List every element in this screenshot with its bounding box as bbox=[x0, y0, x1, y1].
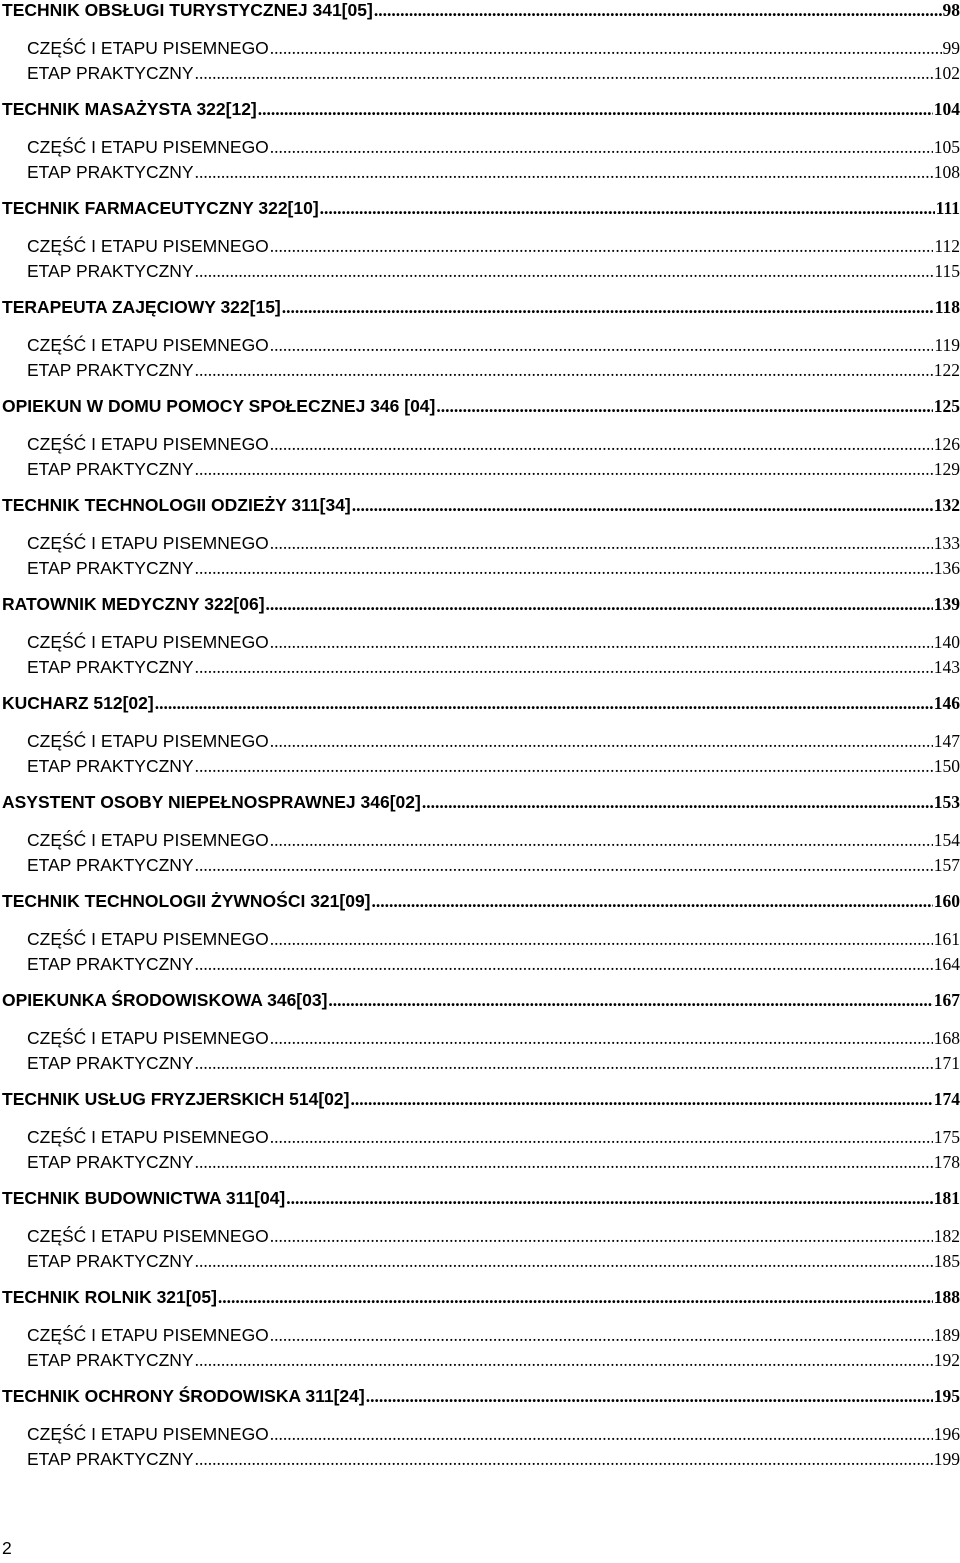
dot-leader bbox=[270, 830, 933, 851]
toc-subitem-page: 133 bbox=[933, 533, 960, 553]
toc-section-page: 132 bbox=[933, 495, 960, 515]
toc-section-title: TECHNIK TECHNOLOGII ODZIEŻY 311[34] bbox=[2, 495, 351, 515]
dot-leader bbox=[352, 495, 933, 516]
toc-subitem-page: 154 bbox=[933, 830, 960, 850]
toc-subitem-page: 119 bbox=[934, 335, 960, 355]
toc-subitem-page: 105 bbox=[933, 137, 960, 157]
dot-leader bbox=[266, 594, 933, 615]
toc-subitem[interactable] bbox=[2, 1127, 960, 1152]
toc-section-heading[interactable] bbox=[2, 1386, 960, 1410]
toc-subitem[interactable] bbox=[2, 162, 960, 187]
toc-subitem-page: 161 bbox=[933, 929, 960, 949]
dot-leader bbox=[282, 297, 934, 318]
toc-subitem[interactable] bbox=[2, 830, 960, 855]
toc-subitem-label: CZĘŚĆ I ETAPU PISEMNEGO bbox=[27, 929, 269, 949]
dot-leader bbox=[270, 1028, 933, 1049]
toc-subitem-label: CZĘŚĆ I ETAPU PISEMNEGO bbox=[27, 335, 269, 355]
toc-subitem[interactable] bbox=[2, 38, 960, 63]
toc-subitem[interactable] bbox=[2, 954, 960, 979]
toc-subitem-label: CZĘŚĆ I ETAPU PISEMNEGO bbox=[27, 830, 269, 850]
toc-subitem-page: 199 bbox=[933, 1449, 960, 1469]
toc-subitem-label: ETAP PRAKTYCZNY bbox=[27, 1350, 194, 1370]
toc-section-page: 139 bbox=[933, 594, 960, 614]
toc-subitems bbox=[2, 1127, 960, 1177]
toc-section-page: 146 bbox=[933, 693, 960, 713]
toc-subitem-label: CZĘŚĆ I ETAPU PISEMNEGO bbox=[27, 533, 269, 553]
dot-leader bbox=[270, 236, 934, 257]
toc-subitem[interactable] bbox=[2, 533, 960, 558]
toc-subitem-label: ETAP PRAKTYCZNY bbox=[27, 162, 194, 182]
toc-section-heading[interactable] bbox=[2, 99, 960, 123]
toc-subitems bbox=[2, 533, 960, 583]
toc-section-heading[interactable] bbox=[2, 693, 960, 717]
toc-subitem-page: 164 bbox=[933, 954, 960, 974]
toc-subitem-label: ETAP PRAKTYCZNY bbox=[27, 657, 194, 677]
toc-section-page: 118 bbox=[934, 297, 960, 317]
dot-leader bbox=[270, 1127, 933, 1148]
toc-subitems bbox=[2, 830, 960, 880]
toc-subitem-page: 192 bbox=[933, 1350, 960, 1370]
toc-section-page: 125 bbox=[933, 396, 960, 416]
toc-section-page: 160 bbox=[933, 891, 960, 911]
toc-subitem[interactable] bbox=[2, 756, 960, 781]
toc-subitems bbox=[2, 1424, 960, 1474]
toc-section bbox=[2, 99, 960, 187]
toc-subitem-label: CZĘŚĆ I ETAPU PISEMNEGO bbox=[27, 632, 269, 652]
toc-section bbox=[2, 1089, 960, 1177]
toc-subitem[interactable] bbox=[2, 1325, 960, 1350]
toc-subitem[interactable] bbox=[2, 236, 960, 261]
toc-section-title: OPIEKUN W DOMU POMOCY SPOŁECZNEJ 346 [04] bbox=[2, 396, 436, 416]
dot-leader bbox=[372, 891, 933, 912]
toc-section-title: TECHNIK BUDOWNICTWA 311[04] bbox=[2, 1188, 286, 1208]
toc-subitem-label: ETAP PRAKTYCZNY bbox=[27, 855, 194, 875]
toc-subitem-page: 115 bbox=[934, 261, 960, 281]
dot-leader bbox=[270, 929, 933, 950]
toc-section-page: 188 bbox=[933, 1287, 960, 1307]
toc-section bbox=[2, 891, 960, 979]
toc-section-title: TECHNIK OBSŁUGI TURYSTYCZNEJ 341[05] bbox=[2, 0, 373, 20]
toc-section-heading[interactable] bbox=[2, 495, 960, 519]
toc-subitem-label: ETAP PRAKTYCZNY bbox=[27, 1152, 194, 1172]
toc-subitem-page: 102 bbox=[933, 63, 960, 83]
toc-subitem[interactable] bbox=[2, 261, 960, 286]
toc-subitem-label: CZĘŚĆ I ETAPU PISEMNEGO bbox=[27, 1424, 269, 1444]
toc-section-heading[interactable] bbox=[2, 792, 960, 816]
toc-section-page: 195 bbox=[933, 1386, 960, 1406]
toc-section bbox=[2, 1188, 960, 1276]
toc-subitem-page: 185 bbox=[933, 1251, 960, 1271]
toc-section bbox=[2, 198, 960, 286]
toc-subitem-page: 140 bbox=[933, 632, 960, 652]
toc-subitems bbox=[2, 929, 960, 979]
toc-subitem-page: 175 bbox=[933, 1127, 960, 1147]
toc-section bbox=[2, 693, 960, 781]
toc-subitem-label: CZĘŚĆ I ETAPU PISEMNEGO bbox=[27, 236, 269, 256]
toc-section-heading[interactable] bbox=[2, 594, 960, 618]
toc-section-title: TECHNIK MASAŻYSTA 322[12] bbox=[2, 99, 257, 119]
toc-subitem-label: CZĘŚĆ I ETAPU PISEMNEGO bbox=[27, 1325, 269, 1345]
toc-section-page: 104 bbox=[933, 99, 960, 119]
toc-subitems bbox=[2, 1226, 960, 1276]
toc-subitem-label: CZĘŚĆ I ETAPU PISEMNEGO bbox=[27, 1226, 269, 1246]
dot-leader bbox=[350, 1089, 932, 1110]
toc-subitem[interactable] bbox=[2, 855, 960, 880]
toc-section-title: ASYSTENT OSOBY NIEPEŁNOSPRAWNEJ 346[02] bbox=[2, 792, 421, 812]
dot-leader bbox=[195, 162, 933, 183]
toc-subitems bbox=[2, 632, 960, 682]
dot-leader bbox=[195, 1350, 933, 1371]
toc-subitem-label: ETAP PRAKTYCZNY bbox=[27, 756, 194, 776]
toc-subitem-label: ETAP PRAKTYCZNY bbox=[27, 1449, 194, 1469]
dot-leader bbox=[258, 99, 933, 120]
toc-subitem-page: 171 bbox=[933, 1053, 960, 1073]
dot-leader bbox=[195, 63, 933, 84]
toc-section bbox=[2, 990, 960, 1078]
toc-subitem[interactable] bbox=[2, 731, 960, 756]
toc-subitem-label: CZĘŚĆ I ETAPU PISEMNEGO bbox=[27, 137, 269, 157]
toc-section-heading[interactable] bbox=[2, 198, 960, 222]
toc-section-title: RATOWNIK MEDYCZNY 322[06] bbox=[2, 594, 265, 614]
toc-section bbox=[2, 594, 960, 682]
dot-leader bbox=[286, 1188, 932, 1209]
toc-section-heading[interactable] bbox=[2, 0, 960, 24]
toc-subitem[interactable] bbox=[2, 1226, 960, 1251]
toc-subitem-page: 108 bbox=[933, 162, 960, 182]
dot-leader bbox=[422, 792, 933, 813]
toc-subitem[interactable] bbox=[2, 434, 960, 459]
toc-section-heading[interactable] bbox=[2, 297, 960, 321]
toc-subitem-page: 178 bbox=[933, 1152, 960, 1172]
dot-leader bbox=[366, 1386, 933, 1407]
toc-section-page: 174 bbox=[933, 1089, 960, 1109]
toc-subitem-page: 126 bbox=[933, 434, 960, 454]
toc-subitem[interactable] bbox=[2, 558, 960, 583]
dot-leader bbox=[270, 632, 933, 653]
dot-leader bbox=[436, 396, 932, 417]
toc-section-title: TECHNIK TECHNOLOGII ŻYWNOŚCI 321[09] bbox=[2, 891, 371, 911]
dot-leader bbox=[270, 731, 933, 752]
dot-leader bbox=[195, 360, 933, 381]
toc-subitem-label: ETAP PRAKTYCZNY bbox=[27, 360, 194, 380]
toc-subitem-page: 196 bbox=[933, 1424, 960, 1444]
toc-subitem-label: CZĘŚĆ I ETAPU PISEMNEGO bbox=[27, 434, 269, 454]
toc-subitem[interactable] bbox=[2, 929, 960, 954]
toc-section-heading[interactable] bbox=[2, 891, 960, 915]
toc-subitem-page: 147 bbox=[933, 731, 960, 751]
toc-subitem-label: ETAP PRAKTYCZNY bbox=[27, 261, 194, 281]
toc-subitem[interactable] bbox=[2, 1424, 960, 1449]
toc-section-page: 181 bbox=[933, 1188, 960, 1208]
dot-leader bbox=[270, 533, 933, 554]
dot-leader bbox=[195, 1449, 933, 1470]
toc-subitem-page: 129 bbox=[933, 459, 960, 479]
toc-subitem-label: ETAP PRAKTYCZNY bbox=[27, 63, 194, 83]
dot-leader bbox=[320, 198, 935, 219]
toc-section-title: OPIEKUNKA ŚRODOWISKOWA 346[03] bbox=[2, 990, 328, 1010]
toc-subitem-label: CZĘŚĆ I ETAPU PISEMNEGO bbox=[27, 1028, 269, 1048]
toc-subitem[interactable] bbox=[2, 657, 960, 682]
dot-leader bbox=[195, 1251, 933, 1272]
toc-subitem-page: 99 bbox=[942, 38, 960, 58]
toc-section-title: KUCHARZ 512[02] bbox=[2, 693, 154, 713]
toc-section-heading[interactable] bbox=[2, 990, 960, 1014]
toc-subitem[interactable] bbox=[2, 137, 960, 162]
toc-subitems bbox=[2, 1325, 960, 1375]
dot-leader bbox=[195, 1053, 933, 1074]
toc-subitem-label: ETAP PRAKTYCZNY bbox=[27, 1053, 194, 1073]
toc-section bbox=[2, 1287, 960, 1375]
toc-subitem-page: 136 bbox=[933, 558, 960, 578]
toc-subitem-label: ETAP PRAKTYCZNY bbox=[27, 954, 194, 974]
toc-subitem-page: 122 bbox=[933, 360, 960, 380]
toc-section-heading[interactable] bbox=[2, 396, 960, 420]
dot-leader bbox=[270, 1226, 933, 1247]
table-of-contents bbox=[2, 0, 960, 1474]
dot-leader bbox=[195, 459, 933, 480]
toc-section-title: TECHNIK ROLNIK 321[05] bbox=[2, 1287, 217, 1307]
dot-leader bbox=[270, 1325, 933, 1346]
toc-section-heading[interactable] bbox=[2, 1188, 960, 1212]
toc-subitem-page: 168 bbox=[933, 1028, 960, 1048]
toc-section-title: TECHNIK FARMACEUTYCZNY 322[10] bbox=[2, 198, 319, 218]
dot-leader bbox=[218, 1287, 933, 1308]
toc-section bbox=[2, 396, 960, 484]
dot-leader bbox=[195, 558, 933, 579]
dot-leader bbox=[195, 855, 933, 876]
toc-subitem[interactable] bbox=[2, 1251, 960, 1276]
dot-leader bbox=[195, 261, 934, 282]
toc-section-page: 167 bbox=[933, 990, 960, 1010]
toc-subitem-label: ETAP PRAKTYCZNY bbox=[27, 558, 194, 578]
dot-leader bbox=[270, 335, 934, 356]
toc-subitems bbox=[2, 731, 960, 781]
toc-section bbox=[2, 792, 960, 880]
toc-subitems bbox=[2, 335, 960, 385]
toc-subitem-page: 112 bbox=[934, 236, 960, 256]
toc-section-title: TERAPEUTA ZAJĘCIOWY 322[15] bbox=[2, 297, 281, 317]
toc-section bbox=[2, 1386, 960, 1474]
dot-leader bbox=[270, 1424, 933, 1445]
dot-leader bbox=[195, 954, 933, 975]
toc-section-page: 98 bbox=[942, 0, 960, 20]
toc-subitem[interactable] bbox=[2, 335, 960, 360]
toc-subitem[interactable] bbox=[2, 1449, 960, 1474]
toc-section-page: 111 bbox=[935, 198, 960, 218]
toc-subitems bbox=[2, 38, 960, 88]
toc-subitem-page: 182 bbox=[933, 1226, 960, 1246]
toc-subitem[interactable] bbox=[2, 1028, 960, 1053]
toc-subitem[interactable] bbox=[2, 63, 960, 88]
toc-section bbox=[2, 297, 960, 385]
dot-leader bbox=[270, 434, 933, 455]
toc-subitem[interactable] bbox=[2, 459, 960, 484]
dot-leader bbox=[374, 0, 942, 21]
page-number: 2 bbox=[2, 1538, 12, 1558]
toc-section-title: TECHNIK OCHRONY ŚRODOWISKA 311[24] bbox=[2, 1386, 365, 1406]
toc-subitems bbox=[2, 137, 960, 187]
dot-leader bbox=[195, 756, 933, 777]
toc-subitem[interactable] bbox=[2, 360, 960, 385]
toc-subitem-label: CZĘŚĆ I ETAPU PISEMNEGO bbox=[27, 731, 269, 751]
toc-section bbox=[2, 495, 960, 583]
toc-subitem-label: ETAP PRAKTYCZNY bbox=[27, 459, 194, 479]
toc-subitem-page: 189 bbox=[933, 1325, 960, 1345]
toc-subitem[interactable] bbox=[2, 1350, 960, 1375]
toc-subitem-page: 150 bbox=[933, 756, 960, 776]
toc-subitem[interactable] bbox=[2, 632, 960, 657]
toc-subitem[interactable] bbox=[2, 1152, 960, 1177]
dot-leader bbox=[155, 693, 933, 714]
toc-section-page: 153 bbox=[933, 792, 960, 812]
toc-subitem-page: 157 bbox=[933, 855, 960, 875]
toc-section-heading[interactable] bbox=[2, 1089, 960, 1113]
toc-subitem-label: CZĘŚĆ I ETAPU PISEMNEGO bbox=[27, 1127, 269, 1147]
dot-leader bbox=[270, 38, 942, 59]
toc-subitem-label: CZĘŚĆ I ETAPU PISEMNEGO bbox=[27, 38, 269, 58]
dot-leader bbox=[328, 990, 932, 1011]
toc-subitems bbox=[2, 434, 960, 484]
toc-section-heading[interactable] bbox=[2, 1287, 960, 1311]
dot-leader bbox=[195, 657, 933, 678]
toc-subitem[interactable] bbox=[2, 1053, 960, 1078]
dot-leader bbox=[195, 1152, 933, 1173]
toc-subitem-page: 143 bbox=[933, 657, 960, 677]
dot-leader bbox=[270, 137, 933, 158]
toc-subitem-label: ETAP PRAKTYCZNY bbox=[27, 1251, 194, 1271]
toc-subitems bbox=[2, 236, 960, 286]
toc-section-title: TECHNIK USŁUG FRYZJERSKICH 514[02] bbox=[2, 1089, 350, 1109]
toc-subitems bbox=[2, 1028, 960, 1078]
toc-section bbox=[2, 0, 960, 88]
